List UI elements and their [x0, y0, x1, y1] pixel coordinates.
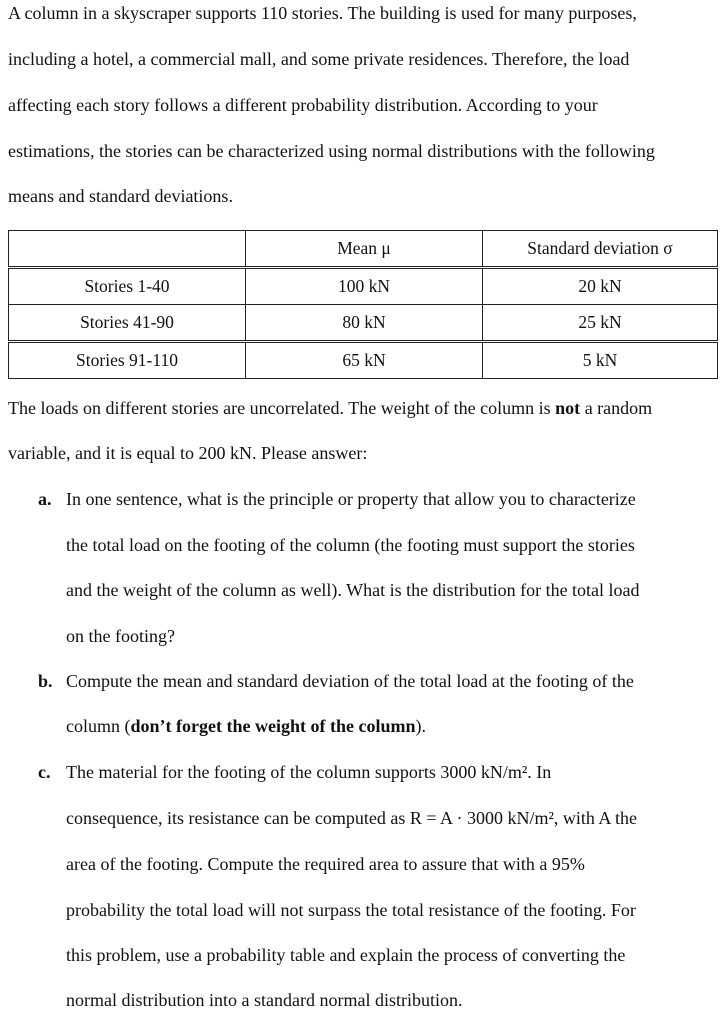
post-text: a random [580, 398, 653, 418]
post-bold-text: not [555, 398, 581, 418]
question-line: on the footing? [66, 626, 175, 646]
question-line: this problem, use a probability table and explain the process of converting the [66, 945, 626, 965]
question-line: Compute the mean and standard deviation of the total load at the footing of the [66, 671, 634, 691]
question-line: probability the total load will not surpass the total resistance of the footing. For [66, 900, 636, 920]
load-table [8, 230, 718, 379]
question-line [66, 716, 426, 737]
table-header-row [9, 231, 718, 268]
table-row [9, 342, 718, 379]
question-marker: a. [38, 489, 52, 509]
question-line: normal distribution into a standard normal distribution. [66, 990, 463, 1010]
question-line: area of the footing. Compute the required area to assure that with a 95% [66, 854, 585, 874]
post-line [8, 398, 652, 419]
table-cell: 80 kN [246, 305, 483, 342]
table-header-cell: Mean μ [246, 231, 483, 268]
table-cell: 25 kN [483, 305, 718, 342]
table-header-cell: Standard deviation σ [483, 231, 718, 268]
table-cell: Stories 41-90 [9, 305, 246, 342]
table-cell: 65 kN [246, 342, 483, 379]
question-line: In one sentence, what is the principle or property that allow you to characterize [66, 489, 636, 509]
table-cell: Stories 1-40 [9, 268, 246, 305]
question-marker: b. [38, 671, 53, 691]
post-text: The loads on different stories are uncorrelated. The weight of the column is [8, 398, 556, 418]
table-cell: 100 kN [246, 268, 483, 305]
question-text: column ( [66, 716, 131, 736]
table-cell: 20 kN [483, 268, 718, 305]
table-header-cell [9, 231, 246, 268]
intro-line: estimations, the stories can be characterized using normal distributions with the following [8, 141, 655, 161]
intro-line: including a hotel, a commercial mall, and some private residences. Therefore, the load [8, 49, 630, 69]
question-bold-text: don’t forget the weight of the column [130, 716, 416, 736]
question-line: and the weight of the column as well). What is the distribution for the total load [66, 580, 640, 600]
table-row [9, 268, 718, 305]
table-cell: Stories 91-110 [9, 342, 246, 379]
question-line: the total load on the footing of the column (the footing must support the stories [66, 535, 635, 555]
table-row [9, 305, 718, 342]
post-line: variable, and it is equal to 200 kN. Please answer: [8, 443, 368, 463]
question-line: The material for the footing of the column supports 3000 kN/m². In [66, 762, 552, 782]
question-marker: c. [38, 762, 51, 782]
table-cell: 5 kN [483, 342, 718, 379]
question-text: ). [415, 716, 426, 736]
intro-line: affecting each story follows a different probability distribution. According to your [8, 95, 598, 115]
intro-line: means and standard deviations. [8, 186, 233, 206]
intro-line: A column in a skyscraper supports 110 stories. The building is used for many purposes, [8, 3, 637, 23]
question-line: consequence, its resistance can be computed as R = A · 3000 kN/m², with A the [66, 808, 637, 828]
